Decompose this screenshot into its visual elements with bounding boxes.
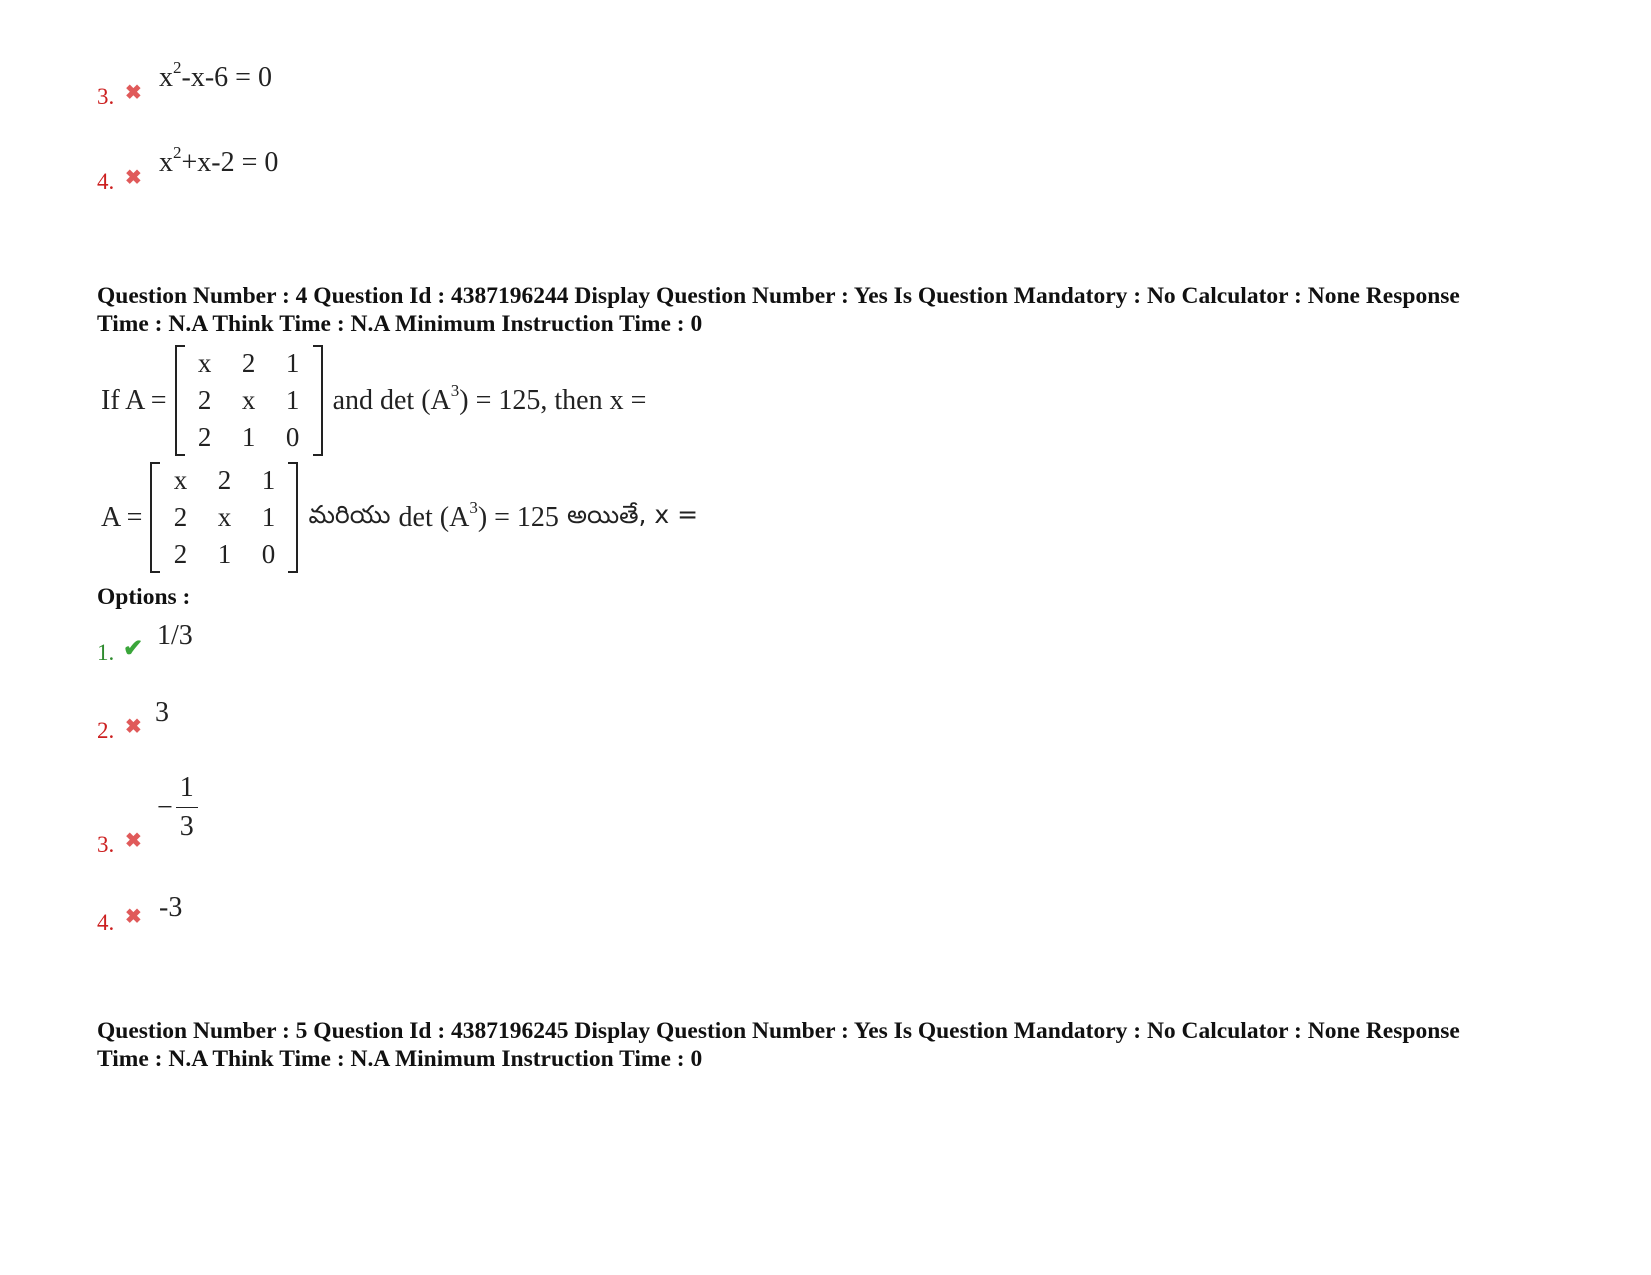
question-stem-english — [101, 345, 646, 456]
fraction-sign: − — [157, 791, 173, 823]
question-meta-line-1: Question Number : 4 Question Id : 4387196244 Display Question Number : Yes Is Question Mandatory : No Calculator : None Response — [97, 283, 1460, 309]
check-icon: ✔ — [123, 636, 144, 662]
matrix-a: x 2 1 2 x 1 2 1 0 — [175, 345, 323, 456]
option-number: 3. — [97, 832, 115, 857]
stem-suffix: and $\det (A^3) = 125$, then x = — [332, 380, 647, 416]
option-number: 2. — [97, 718, 115, 743]
matrix-right-bracket — [313, 345, 323, 456]
fraction-numerator: 1 — [179, 772, 194, 803]
option-value: 1/3 — [157, 620, 193, 651]
cross-icon: ✖ — [125, 906, 142, 928]
cross-icon: ✖ — [125, 82, 142, 104]
matrix-right-bracket — [288, 462, 298, 573]
stem-prefix: If A = — [101, 384, 167, 416]
question-4-meta — [97, 282, 1577, 338]
stem-prefix: A = — [101, 501, 143, 533]
option-number: 1. — [97, 640, 115, 665]
options-label: Options : — [97, 584, 191, 610]
fraction-denominator: 3 — [179, 811, 194, 842]
option-number: 4. — [97, 169, 115, 194]
fraction-bar — [176, 807, 198, 808]
cross-icon: ✖ — [125, 716, 142, 738]
telugu-condition: అయితే, x = — [566, 499, 699, 529]
option-expression: $x^2+x-2 = 0$ — [159, 143, 279, 178]
cross-icon: ✖ — [125, 167, 142, 189]
matrix-left-bracket — [150, 462, 160, 573]
question-meta-line-1: Question Number : 5 Question Id : 4387196245 Display Question Number : Yes Is Question Mandatory : No Calculator : None Response — [97, 1018, 1460, 1044]
option-number: 3. — [97, 84, 115, 109]
stem-suffix: $\det (A^3) = 125$ — [398, 497, 559, 533]
cross-icon: ✖ — [125, 830, 142, 852]
option-number: 4. — [97, 910, 115, 935]
telugu-conjunction: మరియు — [308, 499, 391, 529]
question-meta-line-2: Time : N.A Think Time : N.A Minimum Instruction Time : 0 — [97, 311, 703, 337]
matrix-a: x 2 1 2 x 1 2 1 0 — [150, 462, 298, 573]
question-meta-line-2: Time : N.A Think Time : N.A Minimum Instruction Time : 0 — [97, 1046, 703, 1072]
option-value: -3 — [159, 892, 183, 923]
option-expression: $x^2-x-6 = 0$ — [159, 58, 272, 93]
option-fraction — [157, 772, 198, 843]
question-5-meta — [97, 1017, 1577, 1073]
matrix-left-bracket — [175, 345, 185, 456]
question-stem-telugu — [101, 462, 698, 573]
option-value: 3 — [155, 697, 169, 728]
